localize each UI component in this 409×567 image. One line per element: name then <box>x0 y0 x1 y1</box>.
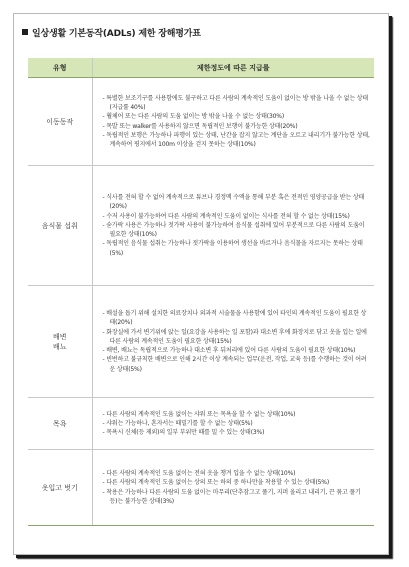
criteria-cell <box>92 166 374 286</box>
table-row-mobility <box>28 78 374 166</box>
criteria-item: - 빈번하고 불규칙한 배변으로 인해 2시간 이상 계속되는 업무(운전, 작업, 교육 등)를 수행하는 것이 어려운 상태(5%) <box>103 355 371 374</box>
category-line: 배뇨 <box>52 342 67 351</box>
criteria-cell <box>92 286 374 398</box>
criteria-item: - 독립적인 음식물 섭취는 가능하나 젓가락을 이용하여 생선을 바르거나 음식물을 자르지는 못하는 상태(5%) <box>103 239 371 258</box>
criteria-item: - 다른 사람의 계속적인 도움 없이는 전혀 옷을 챙겨 입을 수 없는 상태(10%) <box>103 469 371 478</box>
criteria-list <box>93 405 375 443</box>
table-row-eating <box>28 166 374 286</box>
criteria-item: - 목발 또는 walker를 사용하지 않으면 독립적인 보행이 불가능한 상태(20%) <box>103 122 371 131</box>
table-header-row <box>28 58 374 78</box>
criteria-cell <box>92 78 374 166</box>
criteria-list <box>93 188 375 263</box>
criteria-item: - 샤워는 가능하나, 혼자서는 때밀기를 할 수 없는 상태(5%) <box>103 419 371 428</box>
document-title <box>22 26 201 39</box>
column-header-type: 유형 <box>28 58 92 78</box>
criteria-cell <box>92 398 374 450</box>
criteria-list <box>93 304 375 379</box>
category-cell: 음식물 섭취 <box>28 166 92 286</box>
criteria-list <box>93 89 375 155</box>
category-cell: 이동동작 <box>28 78 92 166</box>
criteria-item: - 다른 사람의 계속적인 도움 없이는 샤워 또는 목욕을 할 수 없는 상태(10%) <box>103 410 371 419</box>
category-line: 배변 <box>52 332 67 341</box>
table-row-bathing <box>28 398 374 450</box>
table-row-toileting <box>28 286 374 398</box>
criteria-item: - 숟가락 사용은 가능하나 젓가락 사용이 불가능하여 음식물 섭취에 있어 부분적으로 다른 사람의 도움이 필요한 상태(10%) <box>103 221 371 240</box>
criteria-item: - 식사를 전혀 할 수 없어 계속적으로 튜브나 경정맥 수액을 통해 부분 혹은 전적인 영양공급을 받는 상태(20%) <box>103 193 371 212</box>
criteria-item: - 수저 사용이 불가능하여 다른 사람의 계속적인 도움이 없이는 식사를 전혀 할 수 없는 상태(15%) <box>103 212 371 221</box>
table-row-dressing <box>28 450 374 526</box>
category-cell <box>28 286 92 398</box>
criteria-item: - 착용은 가능하나 다른 사람의 도움 없이는 마무리(단추잠그고 풀기, 지퍼 올리고 내리기, 끈 묶고 풀기 등)는 불가능한 상태(3%) <box>103 488 371 507</box>
criteria-item: - 다른 사람의 계속적인 도움 없이는 상의 또는 하의 중 하나만을 착용할 수 있는 상태(5%) <box>103 478 371 487</box>
adl-assessment-table <box>28 58 374 526</box>
title-text: 일상생활 기본동작(ADLs) 제한 장해평가표 <box>32 29 201 39</box>
column-header-rate: 제한정도에 따른 지급률 <box>92 58 374 78</box>
criteria-item: - 배설을 돕기 위해 설치한 의료장치나 외과적 시술물을 사용함에 있어 타인의 계속적인 도움이 필요한 상태(20%) <box>103 309 371 328</box>
square-bullet-icon <box>22 29 28 35</box>
category-cell: 목욕 <box>28 398 92 450</box>
criteria-item: - 독립적인 보행은 가능하나 파행이 있는 상태, 난간을 잡지 않고는 계단을 오르고 내리기가 불가능한 상태, 계속하여 평지에서 100m 이상을 걷지 못하는 상태(10%) <box>103 131 371 150</box>
criteria-list <box>93 464 375 511</box>
criteria-item: - 휠체어 또는 다른 사람의 도움 없이는 방 밖을 나올 수 없는 상태(30%) <box>103 112 371 121</box>
criteria-item: - 화장실에 가서 변기위에 앉는 일(요강을 사용하는 일 포함)과 대소변 후에 화장지로 닦고 옷을 입는 일에 다른 사람의 계속적인 도움이 필요한 상태(15%) <box>103 328 371 347</box>
criteria-cell <box>92 450 374 526</box>
criteria-item: - 목욕시 신체(등 제외)의 일부 부위만 때를 밀 수 있는 상태(3%) <box>103 428 371 437</box>
criteria-item: - 특별한 보조기구를 사용함에도 불구하고 다른 사람의 계속적인 도움이 없이는 방 밖을 나올 수 없는 상태(지급률 40%) <box>103 94 371 113</box>
criteria-item: - 배변, 배뇨는 독립적으로 가능하나 대소변 후 뒤처리에 있어 다른 사람의 도움이 필요한 상태(10%) <box>103 346 371 355</box>
category-cell: 옷입고 벗기 <box>28 450 92 526</box>
